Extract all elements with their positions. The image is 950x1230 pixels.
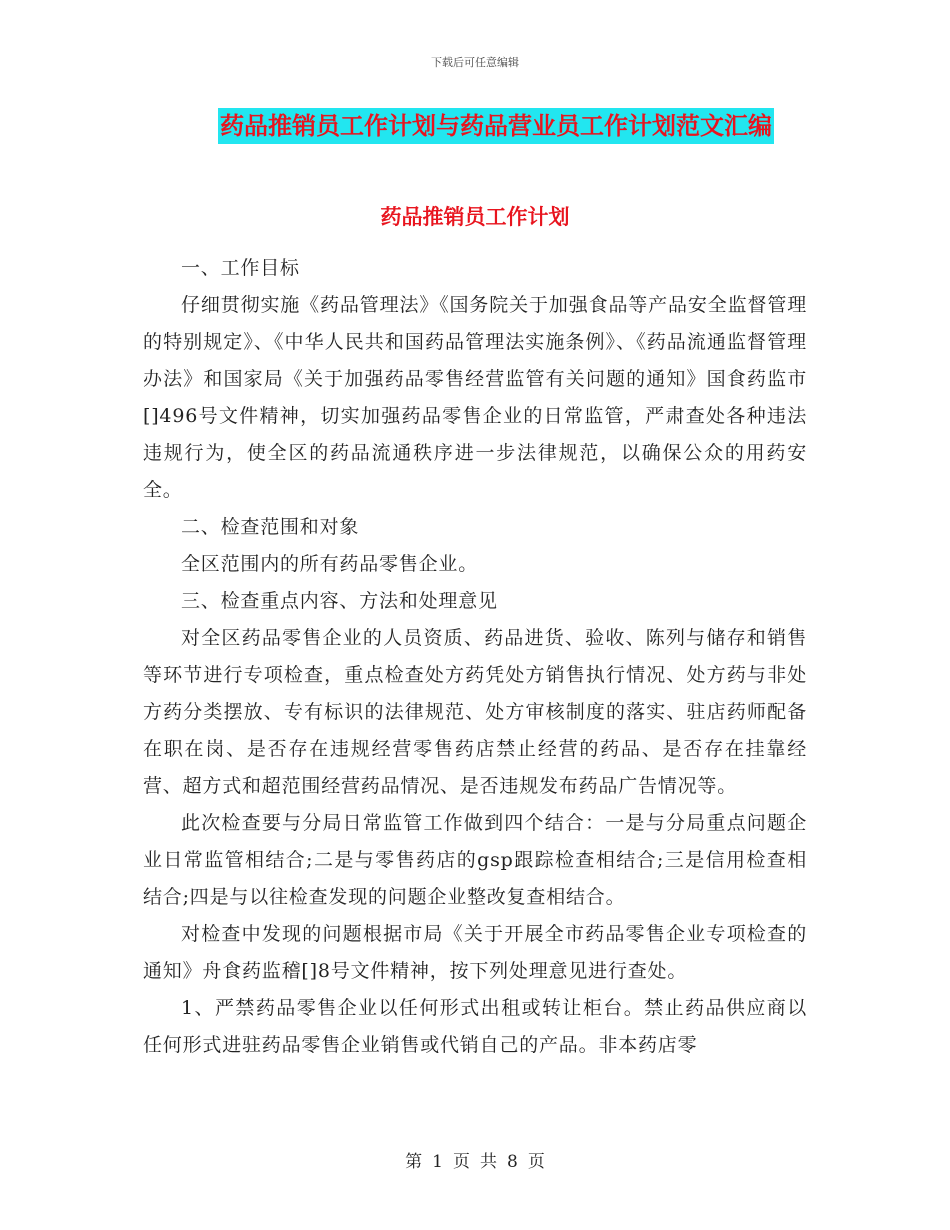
paragraph-item-1: 1、严禁药品零售企业以任何形式出租或转让柜台。禁止药品供应商以任何形式进驻药品零售企业销售或代销自己的产品。非本药店零 [143, 997, 807, 1056]
total-prefix: 共 [480, 1152, 497, 1172]
heading-key-content: 三、检查重点内容、方法和处理意见 [181, 590, 498, 612]
document-title: 药品推销员工作计划与药品营业员工作计划范文汇编 [218, 108, 774, 144]
page-prefix: 第 [405, 1152, 423, 1172]
paragraph-key-content: 对全区药品零售企业的人员资质、药品进货、验收、陈列与储存和销售等环节进行专项检查，重点检查处方药凭处方销售执行情况、处方药与非处方药分类摆放、专有标识的法律规范、处方审核制度的落实、驻店药师配备在职在岗、是否存在违规经营零售药店禁止经营的药品、是否存在挂靠经营、超方式和超范围经营药品情况、是否违规发布药品广告情况等。 [143, 627, 807, 797]
heading-scope: 二、检查范围和对象 [181, 516, 360, 538]
total-pages: 8 [507, 1152, 518, 1172]
section-title: 药品推销员工作计划 [380, 205, 570, 229]
paragraph-scope: 全区范围内的所有药品零售企业。 [181, 553, 479, 575]
header-note: 下载后可任意编辑 [431, 56, 519, 69]
heading-work-goal: 一、工作目标 [181, 257, 300, 279]
page-footer [0, 1147, 950, 1172]
paragraph-work-goal: 仔细贯彻实施《药品管理法》《国务院关于加强食品等产品安全监督管理的特别规定》、《中华人民共和国药品管理法实施条例》、《药品流通监督管理办法》和国家局《关于加强药品零售经营监管有关问题的通知》国食药监市[]496号文件精神，切实加强药品零售企业的日常监管，严肃查处各种违法违规行为，使全区的药品流通秩序进一步法律规范，以确保公众的用药安全。 [143, 294, 807, 501]
document-body [143, 250, 807, 1064]
page-number: 1 [432, 1152, 443, 1172]
document-title-wrap [0, 108, 950, 144]
total-suffix: 页 [527, 1152, 545, 1172]
paragraph-handling-opinion: 对检查中发现的问题根据市局《关于开展全市药品零售企业专项检查的通知》舟食药监稽[]8号文件精神，按下列处理意见进行查处。 [143, 923, 807, 982]
paragraph-four-combinations: 此次检查要与分局日常监管工作做到四个结合：一是与分局重点问题企业日常监管相结合;二是与零售药店的gsp跟踪检查相结合;三是信用检查相结合;四是与以往检查发现的问题企业整改复查相结合。 [143, 812, 807, 908]
page-mid: 页 [453, 1152, 470, 1172]
